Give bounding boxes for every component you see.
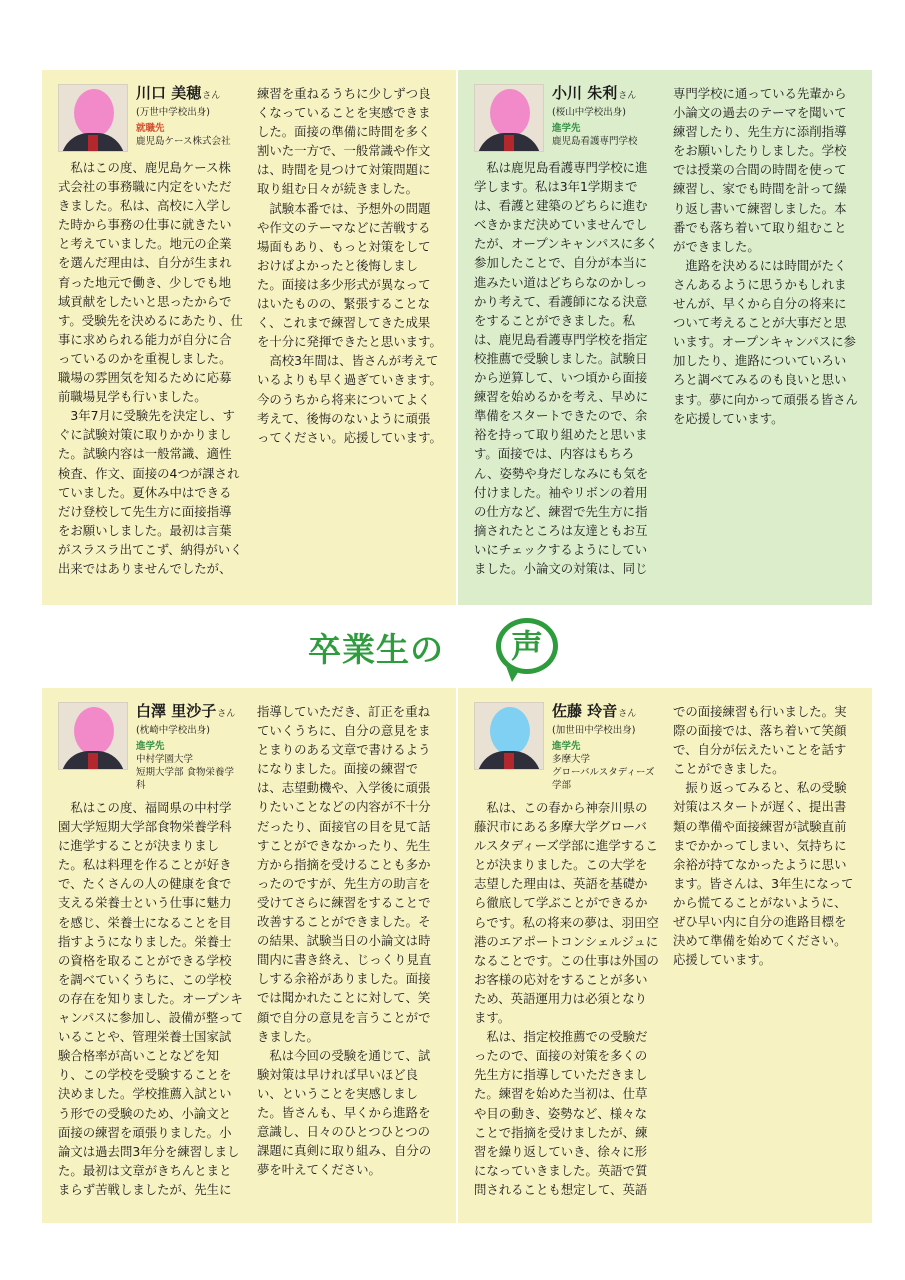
title-text: 卒業生の	[308, 630, 444, 669]
paragraph: 試験本番では、予想外の問題や作文のテーマなどに苦戦する場面もあり、もっと対策をしておけばよかったと後悔しました。面接は多少形式が異なってはいたものの、緊張することなく、これまで練習してきた成果を十分に発揮できたと思います。	[257, 200, 442, 350]
paragraph: 私はこの度、鹿児島ケース株式会社の事務職に内定をいただきました。私は、高校に入学した時から事務の仕事に就きたいと考えていました。地元の企業を選んだ理由は、自分が生まれ育った地元で働き、少しでも地域貢献をしたいと思ったからです。受験先を決めるにあたり、仕事に求められる能力が自分に合っているのかを重視しました。職場の雰囲気を知るために応募前職場見学も行いました。	[58, 160, 243, 405]
face-blur	[490, 89, 530, 137]
paragraph: 私は鹿児島看護専門学校に進学します。私は3年1学期までは、看護と建築のどちらに進むべきかまだ決めていませんでしたが、オープンキャンパスに多く参加したことで、自分が本当に進みたい道はどちらなのかしっかり考えて、看護師になる決意をすることができました。私は、鹿児島看護専門学校を指定校推薦で受験しました。試験日から逆算して、いつ頃から面接練習を始めるかを考え、早めに準備をスタートできたので、余裕を持って取り組めたと思います。面接では、内容はもちろん、姿勢や身だしなみにも気を付けました。袖やリボンの着用の仕方など、練習で先生方に指摘されたところは友達ともお互いにチェックするようにしていました。小論文の対策は、同じ専門学校に通っている先輩から小論文の過去のテーマを聞いて練習したり、先生方に添削指導をお願いしたりしました。学校では授業の合間の時間を使って練習し、家でも時間を計って繰り返し書いて練習しました。本番でも落ち着いて取り組むことができました。	[474, 86, 847, 576]
student-name: 佐藤 玲音さん	[552, 702, 637, 720]
avatar	[474, 702, 544, 770]
destination: 多摩大学	[552, 754, 591, 765]
paragraph: 私は、指定校推薦での受験だったので、面接の対策を多くの先生方に指導していただきました。練習を始めた当初は、仕草や目の動き、姿勢など、様々なことで指摘を受けましたが、練習を繰り返していき、徐々に形になっていきました。英語で質問されることも想定して、英語での面接練習も行いました。実際の面接では、落ち着いて笑顔で、自分が伝えたいことを話すことができました。	[474, 704, 847, 1197]
student-panel-sato	[458, 688, 872, 1223]
student-school: (万世中学校出身)	[136, 107, 210, 118]
student-name: 白澤 里沙子さん	[136, 702, 236, 720]
paragraph: 振り返ってみると、私の受験対策はスタートが遅く、提出書類の準備や面接練習が試験直前までかかってしまい、気持ちに余裕が持てなかったように思います。皆さんは、3年生になってから慌てることがないように、ぜひ早い内に自分の進路目標を決めて準備を始めてください。応援しています。	[673, 780, 854, 968]
student-panel-kawaguchi	[42, 70, 456, 605]
role-label: 進学先	[552, 123, 581, 134]
paragraph: 進路を決めるには時間がたくさんあるように思うかもしれませんが、早くから自分の将来について考えることが大事だと思います。オープンキャンパスに参加したり、進路についていろいろと調べてみるのも良いと思います。夢に向かって頑張る皆さんを応援しています。	[673, 257, 858, 426]
avatar-ribbon	[88, 753, 98, 769]
avatar-ribbon	[88, 135, 98, 151]
student-panel-shirasawa	[42, 688, 456, 1223]
student-panel-ogawa	[458, 70, 872, 605]
avatar-ribbon	[504, 135, 514, 151]
student-school: (枕崎中学校出身)	[136, 725, 210, 736]
avatar-tie	[504, 753, 514, 769]
panel-columns	[474, 702, 858, 1212]
title-bubble-text: 声	[510, 627, 543, 665]
panel-columns	[58, 84, 442, 594]
student-name: 小川 朱利さん	[552, 84, 637, 102]
role-label: 就職先	[136, 123, 165, 134]
student-meta	[552, 702, 659, 792]
paragraph: 私は、この春から神奈川県の藤沢市にある多摩大学グローバルスタディーズ学部に進学することが決まりました。この大学を志望した理由は、英語を基礎から徹底して学ぶことができるからです。私の将来の夢は、羽田空港のエアポートコンシェルジュになることです。この仕事は外国のお客様の応対をすることが多いため、英語運用力は必須となります。	[474, 800, 659, 1026]
avatar	[58, 702, 128, 770]
destination: 鹿児島ケース株式会社	[136, 136, 231, 147]
student-header	[58, 702, 243, 792]
student-meta	[136, 702, 243, 792]
avatar	[474, 84, 544, 152]
face-blur	[490, 707, 530, 755]
role-label: 進学先	[136, 741, 165, 752]
student-meta	[552, 84, 638, 148]
role-label: 進学先	[552, 741, 581, 752]
paragraph: 私は今回の受験を通じて、試験対策は早ければ早いほど良い、ということを実感しました。皆さんも、早くから進路を意識し、日々のひとつひとつの課題に真剣に取り組み、自分の夢を叶えてください。	[257, 1047, 432, 1178]
paragraph: 3年7月に受験先を決定し、すぐに試験対策に取りかかりました。試験内容は一般常識、適性検査、作文、面接の4つが課されていました。夏休み中はできるだけ登校して先生方に面接指導をお願いしました。最初は言葉がスラスラ出てこず、納得がいく出来ではありませんでしたが、練習を重ねるうちに少しずつ良くなっていることを実感できました。面接の準備に時間を多く割いた一方で、一般常識や作文は、時間を見つけて対策問題に取り組む日々が続きました。	[58, 86, 431, 576]
paragraph: 高校3年間は、皆さんが考えているよりも早く過ぎていきます。今のうちから将来についてよく考えて、後悔のないように頑張ってください。応援しています。	[257, 353, 442, 445]
student-name: 川口 美穂さん	[136, 84, 221, 102]
destination-detail: 短期大学部 食物栄養学科	[136, 767, 235, 791]
panel-columns	[474, 84, 858, 594]
student-school: (桜山中学校出身)	[552, 107, 626, 118]
avatar	[58, 84, 128, 152]
face-blur	[74, 89, 114, 137]
destination: 鹿児島看護専門学校	[552, 136, 638, 147]
student-meta	[136, 84, 231, 148]
panel-columns	[58, 702, 442, 1212]
student-header	[474, 84, 659, 152]
destination-detail: グローバルスタディーズ学部	[552, 767, 655, 791]
face-blur	[74, 707, 114, 755]
student-header	[58, 84, 243, 152]
destination: 中村学園大学	[136, 754, 194, 765]
paragraph: 私はこの度、福岡県の中村学園大学短期大学部食物栄養学科に進学することが決まりました。私は料理を作ることが好きで、たくさんの人の健康を食で支える栄養士という仕事に魅力を感じ、栄養士になることを目指すようになりました。栄養士の資格を取ることができる学校を調べていくうちに、この学校の存在を知りました。オープンキャンパスに参加し、設備が整っていることや、管理栄養士国家試験合格率が高いことなどを知り、この学校を受験することを決めました。学校推薦入試という形での受験のため、小論文と面接の練習を頑張りました。小論文は過去問3年分を練習しました。最初は文章がきちんとまとまらず苦戦しましたが、先生に指導していただき、訂正を重ねていくうちに、自分の意見をまとまりのある文章で書けるようになりました。面接の練習では、志望動機や、入学後に頑張りたいことなどの内容が不十分だったり、面接官の目を見て話すことができなかったり、先生方から指摘を受けることも多かったのですが、先生方の助言を受けてさらに練習をすることで改善することができました。その結果、試験当日の小論文は時間内に書き終え、じっくり見直しする余裕がありました。面接では聞かれたことに対して、笑顔で自分の意見を言うことができました。	[58, 704, 432, 1197]
student-header	[474, 702, 659, 792]
student-school: (加世田中学校出身)	[552, 725, 636, 736]
section-title	[300, 618, 600, 678]
